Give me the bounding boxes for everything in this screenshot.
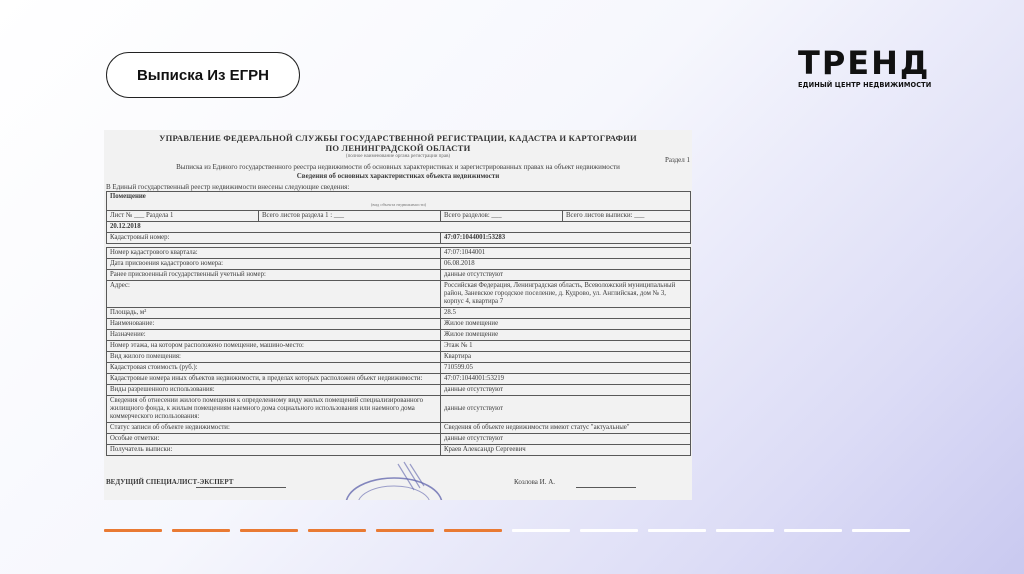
brand-name: ТРЕНД xyxy=(798,44,931,82)
progress-segment xyxy=(512,529,570,532)
total-sections: Всего разделов: ___ xyxy=(441,211,563,222)
progress-segment-active xyxy=(172,529,230,532)
table-row xyxy=(107,248,691,259)
total-sheets-section: Всего листов раздела 1 : ___ xyxy=(259,211,441,222)
table-row xyxy=(107,385,691,396)
row-value: 28.5 xyxy=(441,308,691,319)
table-row xyxy=(107,423,691,434)
table-row xyxy=(107,352,691,363)
progress-segment-active xyxy=(376,529,434,532)
row-label: Получатель выписки: xyxy=(107,445,441,456)
row-label: Назначение: xyxy=(107,330,441,341)
row-label: Кадастровые номера иных объектов недвижимости, в пределах которых расположен объект недвижимости: xyxy=(107,374,441,385)
signature-line xyxy=(576,487,636,488)
signature-area xyxy=(106,478,691,500)
row-value: Российская Федерация, Ленинградская область, Всеволожский муниципальный район, Заневское городское поселение, д. Кудрово, ул. Английская, дом № 3, корпус 4, квартира 7 xyxy=(441,281,691,308)
progress-segment-active xyxy=(444,529,502,532)
signature-line xyxy=(196,487,286,488)
row-label: Номер кадастрового квартала: xyxy=(107,248,441,259)
brand-tagline: ЕДИНЫЙ ЦЕНТР НЕДВИЖИМОСТИ xyxy=(798,81,932,89)
row-value: 710599.05 xyxy=(441,363,691,374)
document-date: 20.12.2018 xyxy=(107,222,691,233)
row-value: Жилое помещение xyxy=(441,330,691,341)
row-label: Адрес: xyxy=(107,281,441,308)
cadastral-value: 47:07:1044001:53283 xyxy=(441,233,691,244)
object-type-note: (вид объекта недвижимости) xyxy=(370,202,427,207)
document-table xyxy=(106,191,691,456)
table-row xyxy=(107,341,691,352)
signer-title: ВЕДУЩИЙ СПЕЦИАЛИСТ-ЭКСПЕРТ xyxy=(106,478,234,486)
document-intro xyxy=(104,163,692,181)
progress-segment xyxy=(716,529,774,532)
row-label: Площадь, м² xyxy=(107,308,441,319)
document-intro-text: Выписка из Единого государственного реестра недвижимости об основных характеристиках и зарегистрированных правах на объект недвижимости xyxy=(176,163,620,171)
table-row xyxy=(107,434,691,445)
table-row xyxy=(107,308,691,319)
signer-name: Козлова И. А. xyxy=(514,478,556,486)
row-value: данные отсутствуют xyxy=(441,434,691,445)
object-type-cell xyxy=(107,192,691,211)
progress-segment-active xyxy=(104,529,162,532)
row-value: Жилое помещение xyxy=(441,319,691,330)
document-header-note: (полное наименование органа регистрации прав) xyxy=(345,154,451,159)
table-row xyxy=(107,363,691,374)
egrn-extract-document xyxy=(104,130,692,512)
cadastral-label: Кадастровый номер: xyxy=(107,233,441,244)
table-row xyxy=(107,319,691,330)
row-label: Вид жилого помещения: xyxy=(107,352,441,363)
progress-segment-active xyxy=(240,529,298,532)
object-type: Помещение xyxy=(110,193,146,200)
progress-segment xyxy=(580,529,638,532)
table-row xyxy=(107,374,691,385)
slide-title: Выписка Из ЕГРН xyxy=(106,52,300,98)
brand-logo xyxy=(798,44,932,89)
document-header: УПРАВЛЕНИЕ ФЕДЕРАЛЬНОЙ СЛУЖБЫ ГОСУДАРСТВЕННОЙ РЕГИСТРАЦИИ, КАДАСТРА И КАРТОГРАФИИ ПО ЛЕНИНГРАДСКОЙ ОБЛАСТИ xyxy=(159,133,637,153)
table-row xyxy=(107,445,691,456)
row-label: Особые отметки: xyxy=(107,434,441,445)
progress-segment xyxy=(852,529,910,532)
row-label: Дата присвоения кадастрового номера: xyxy=(107,259,441,270)
official-stamp-icon: М.П. xyxy=(334,460,454,500)
document-subtitle: Сведения об основных характеристиках объекта недвижимости xyxy=(296,172,500,180)
row-value: Краев Александр Сергеевич xyxy=(441,445,691,456)
row-value: 47:07:1044001 xyxy=(441,248,691,259)
table-row xyxy=(107,259,691,270)
table-row xyxy=(107,270,691,281)
document-lead: В Единый государственный реестр недвижимости внесены следующие сведения: xyxy=(106,183,350,191)
sheet-number: Лист № ___ Раздела 1 xyxy=(107,211,259,222)
table-row xyxy=(107,330,691,341)
row-label: Статус записи об объекте недвижимости: xyxy=(107,423,441,434)
row-label: Сведения об отнесении жилого помещения к определенному виду жилых помещений специализированного жилищного фонда, к жилым помещениям наемного дома социального использования или наемного дома коммерческого использования: xyxy=(107,396,441,423)
row-label: Номер этажа, на котором расположено помещение, машино-место: xyxy=(107,341,441,352)
row-value: 06.08.2018 xyxy=(441,259,691,270)
row-value: Этаж № 1 xyxy=(441,341,691,352)
progress-segment xyxy=(784,529,842,532)
total-sheets: Всего листов выписки: ___ xyxy=(563,211,691,222)
document-section-label: Раздел 1 xyxy=(664,156,690,164)
row-label: Ранее присвоенный государственный учетный номер: xyxy=(107,270,441,281)
row-value: данные отсутствуют xyxy=(441,385,691,396)
row-value: 47:07:1044001:53219 xyxy=(441,374,691,385)
row-value: данные отсутствуют xyxy=(441,270,691,281)
row-label: Кадастровая стоимость (руб.): xyxy=(107,363,441,374)
table-row xyxy=(107,281,691,308)
row-value: данные отсутствуют xyxy=(441,396,691,423)
row-value: Квартира xyxy=(441,352,691,363)
table-row xyxy=(107,396,691,423)
row-value: Сведения об объекте недвижимости имеют статус "актуальные" xyxy=(441,423,691,434)
progress-segment xyxy=(648,529,706,532)
slide-progress-indicator xyxy=(104,529,920,533)
row-label: Виды разрешенного использования: xyxy=(107,385,441,396)
row-label: Наименование: xyxy=(107,319,441,330)
progress-segment-active xyxy=(308,529,366,532)
